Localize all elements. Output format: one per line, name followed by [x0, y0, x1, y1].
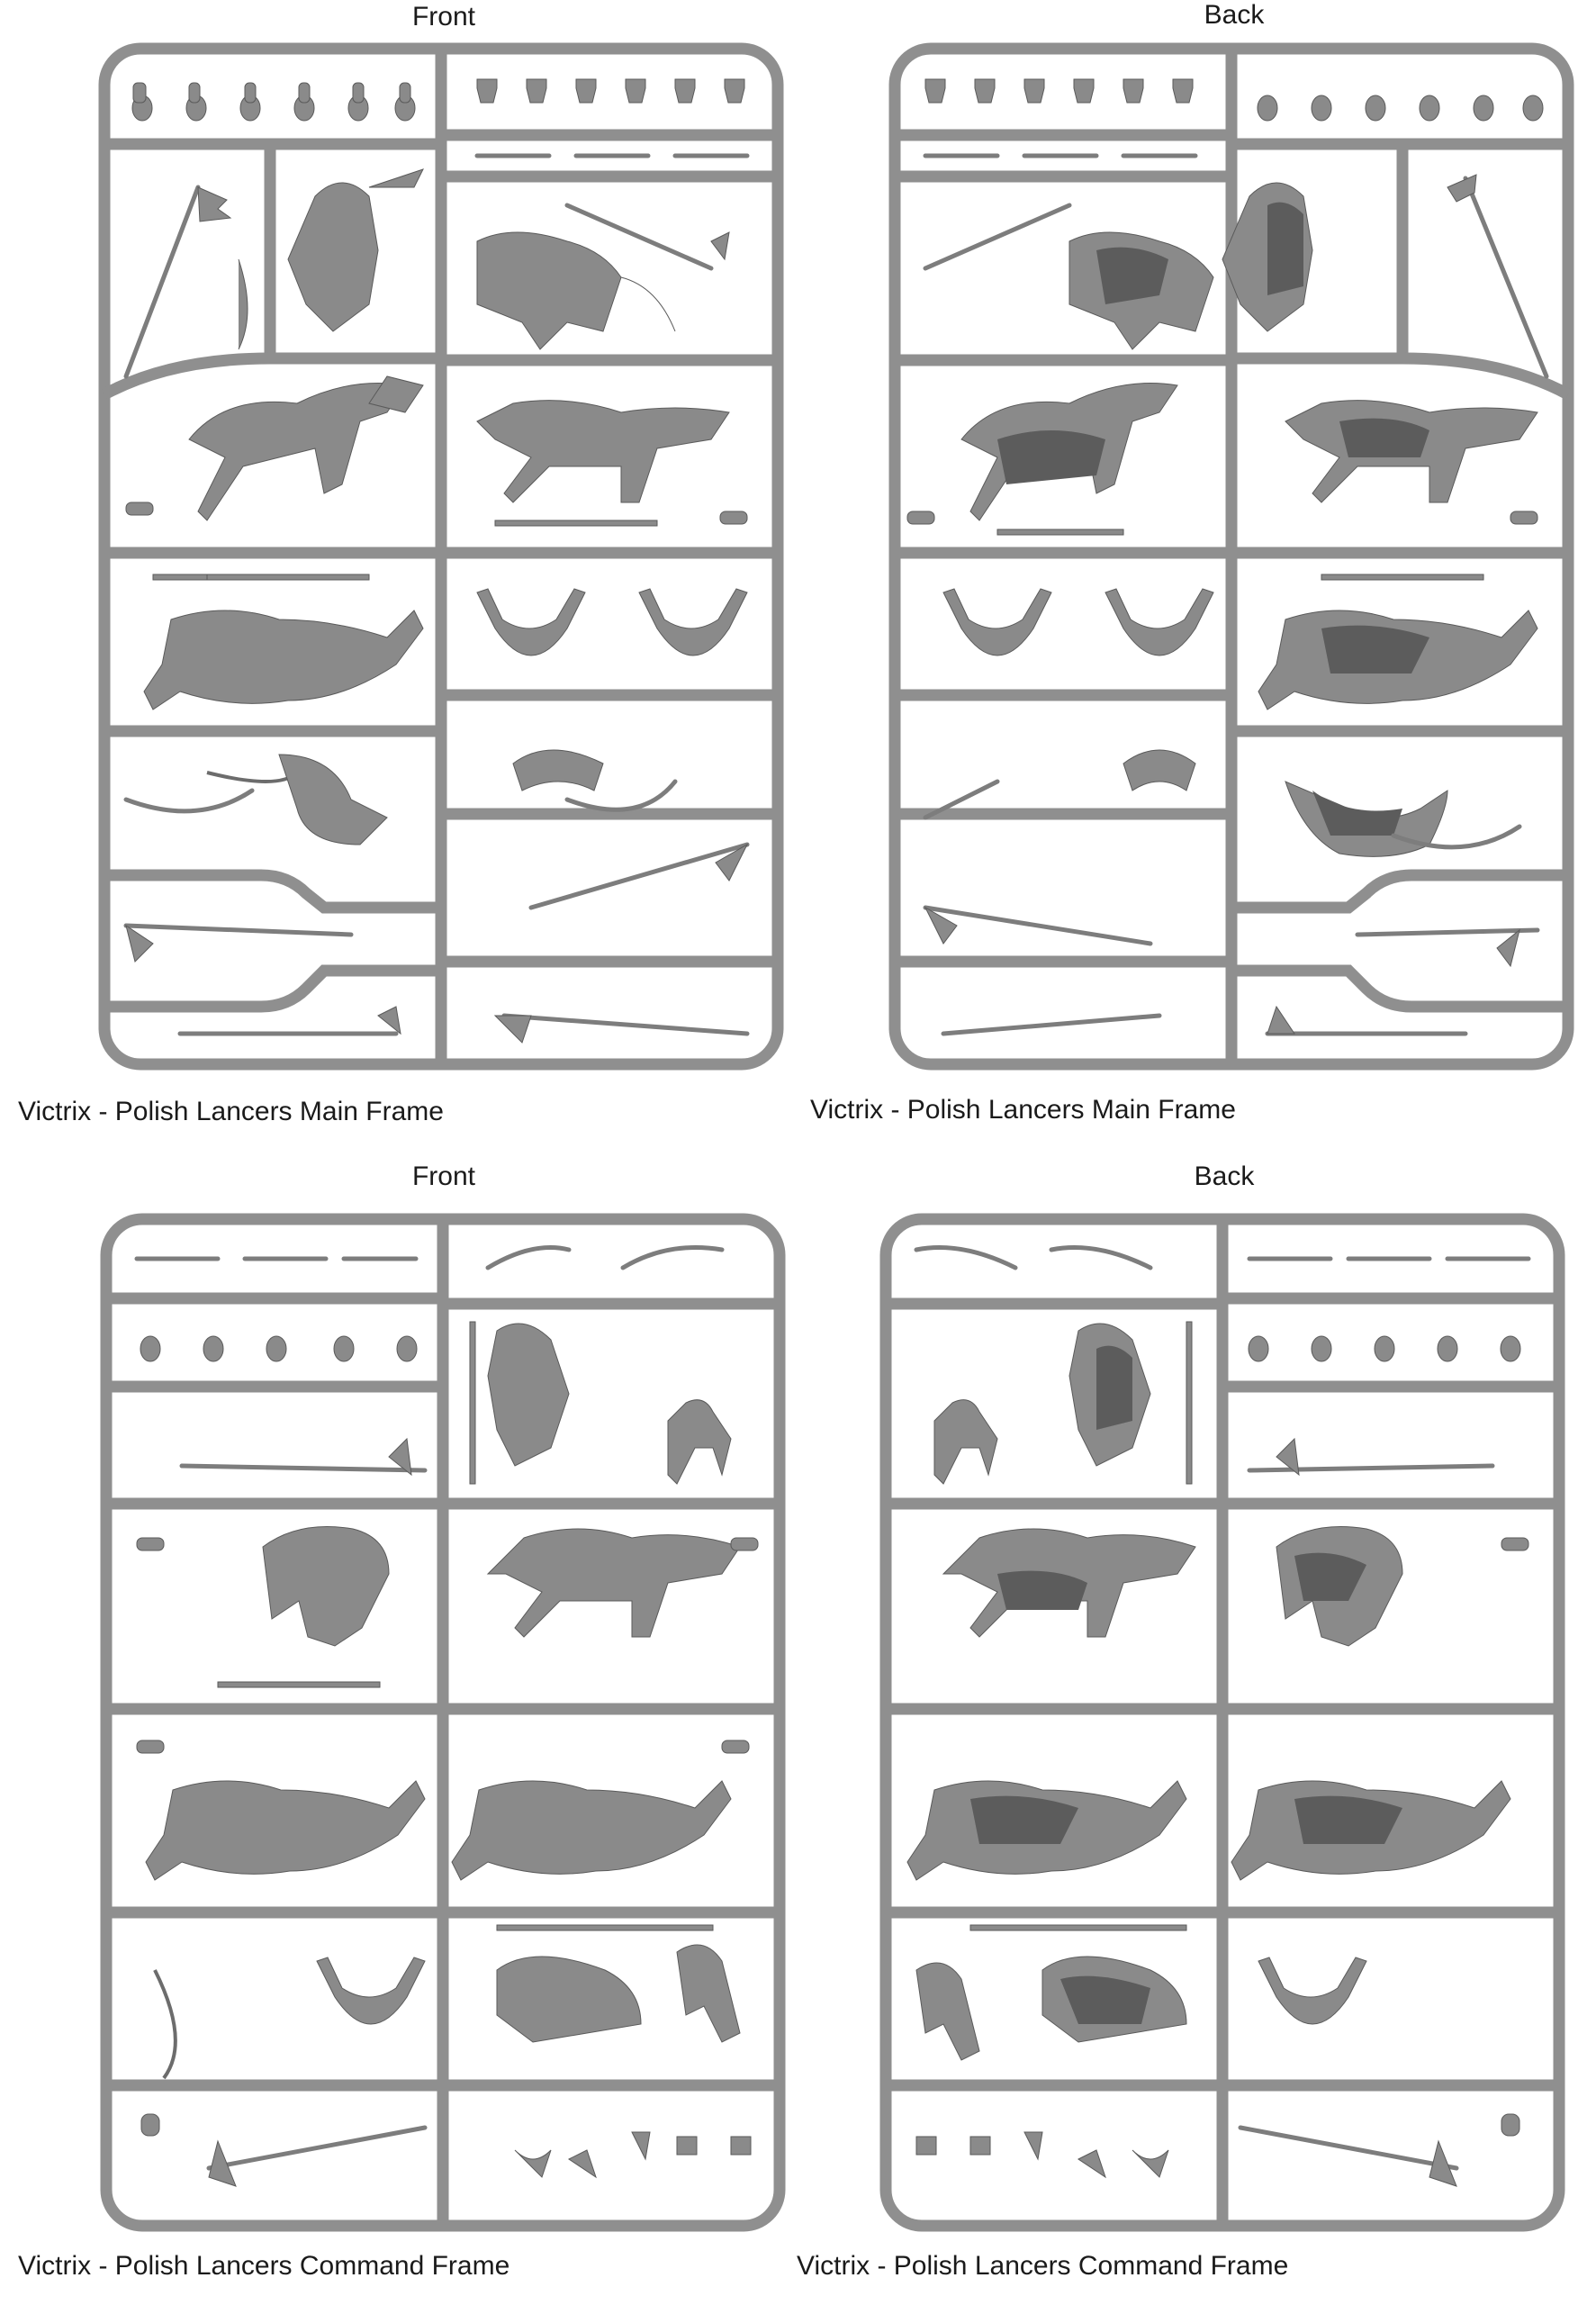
rider-torso-part	[934, 1322, 1192, 1484]
shako-part	[925, 79, 1193, 103]
command-frame-front-sprue	[101, 1214, 785, 2231]
lance-part	[126, 187, 248, 376]
rider-head-part	[1258, 95, 1543, 121]
main-frame-front-title: Front	[411, 2, 476, 32]
lance-part	[182, 1439, 425, 1475]
command-frame-front-title: Front	[411, 1162, 476, 1191]
main-frame-back-title: Back	[1204, 0, 1265, 30]
rider-torso-part	[1222, 175, 1546, 376]
lance-part	[1240, 2114, 1519, 2186]
command-frame-back-sprue	[880, 1214, 1564, 2231]
shako-part	[477, 79, 744, 103]
rider-head-part	[1249, 1336, 1520, 1361]
pennant-part	[916, 2132, 1168, 2177]
rider-torso-part	[288, 169, 423, 331]
horse-body-part	[477, 205, 729, 349]
horse-body-part	[144, 574, 423, 710]
command-frame-front-caption: Victrix - Polish Lancers Command Frame	[18, 2251, 510, 2281]
command-frame-back-title: Back	[1194, 1162, 1255, 1191]
rider-legs-part	[916, 1925, 1366, 2060]
horse-body-part	[943, 1527, 1528, 1647]
sabre-part	[488, 1248, 722, 1269]
sabre-part	[916, 1248, 1150, 1269]
lance-part	[1249, 1439, 1492, 1475]
rider-head-part	[132, 83, 415, 121]
horse-body-part	[907, 384, 1537, 536]
horse-body-part	[1258, 574, 1537, 856]
main-frame-front-sprue	[99, 43, 783, 1070]
lance-part	[141, 2114, 425, 2186]
command-frame-back-caption: Victrix - Polish Lancers Command Frame	[797, 2251, 1289, 2281]
pennant-part	[515, 2132, 751, 2177]
main-frame-back-sprue	[889, 43, 1573, 1070]
main-frame-front-caption: Victrix - Polish Lancers Main Frame	[18, 1097, 444, 1126]
rider-torso-part	[470, 1322, 731, 1484]
rider-head-part	[140, 1336, 417, 1361]
main-frame-back-caption: Victrix - Polish Lancers Main Frame	[810, 1095, 1236, 1125]
horse-body-part	[907, 1781, 1510, 1880]
horse-body-part	[925, 205, 1213, 349]
